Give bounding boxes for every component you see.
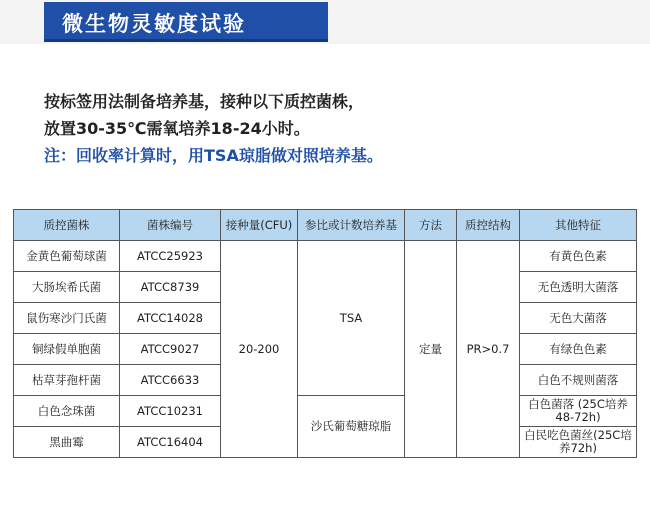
strain-code-cell: ATCC14028 — [120, 303, 221, 334]
intro-line-1: 按标签用法制备培养基，接种以下质控菌株， — [44, 92, 365, 111]
feature-cell: 白色不规则菌落 — [520, 365, 637, 396]
column-header: 菌株编号 — [120, 210, 221, 241]
strain-cell: 大肠埃希氏菌 — [14, 272, 120, 303]
feature-cell: 有黄色色素 — [520, 241, 637, 272]
column-header: 方法 — [405, 210, 457, 241]
qc-strain-table — [13, 209, 637, 458]
strain-code-cell: ATCC16404 — [120, 427, 221, 458]
method-cell: 定量 — [405, 241, 457, 458]
feature-cell: 白民吃色菌丝(25C培养72h) — [520, 427, 637, 458]
strain-cell: 枯草芽孢杆菌 — [14, 365, 120, 396]
table-header-row — [14, 210, 637, 241]
feature-cell: 有绿色色素 — [520, 334, 637, 365]
column-header: 质控菌株 — [14, 210, 120, 241]
strain-code-cell: ATCC6633 — [120, 365, 221, 396]
table-row — [14, 396, 637, 427]
inoculum-cell: 20-200 — [221, 241, 298, 458]
strain-cell: 金黄色葡萄球菌 — [14, 241, 120, 272]
strain-code-cell: ATCC10231 — [120, 396, 221, 427]
column-header: 接种量(CFU) — [221, 210, 298, 241]
strain-code-cell: ATCC9027 — [120, 334, 221, 365]
column-header: 质控结构 — [457, 210, 520, 241]
strain-code-cell: ATCC25923 — [120, 241, 221, 272]
feature-cell: 无色透明大菌落 — [520, 272, 637, 303]
intro-line-2: 放置30-35℃需氧培养18-24小时。 — [44, 119, 310, 138]
strain-cell: 黑曲霉 — [14, 427, 120, 458]
strain-cell: 铜绿假单胞菌 — [14, 334, 120, 365]
qc-result-cell: PR>0.7 — [457, 241, 520, 458]
strain-code-cell: ATCC8739 — [120, 272, 221, 303]
strain-cell: 鼠伤寒沙门氏菌 — [14, 303, 120, 334]
feature-cell: 无色大菌落 — [520, 303, 637, 334]
page-title: 微生物灵敏度试验 — [62, 12, 246, 36]
strain-cell: 白色念珠菌 — [14, 396, 120, 427]
table-row — [14, 241, 637, 272]
medium-sda-cell: 沙氏葡萄糖琼脂 — [298, 396, 405, 458]
feature-cell: 白色菌落 (25C培养48-72h) — [520, 396, 637, 427]
medium-tsa-cell: TSA — [298, 241, 405, 396]
column-header: 其他特征 — [520, 210, 637, 241]
intro-text — [44, 88, 634, 169]
column-header: 参比或计数培养基 — [298, 210, 405, 241]
intro-note: 注：回收率计算时，用TSA琼脂做对照培养基。 — [44, 146, 383, 165]
